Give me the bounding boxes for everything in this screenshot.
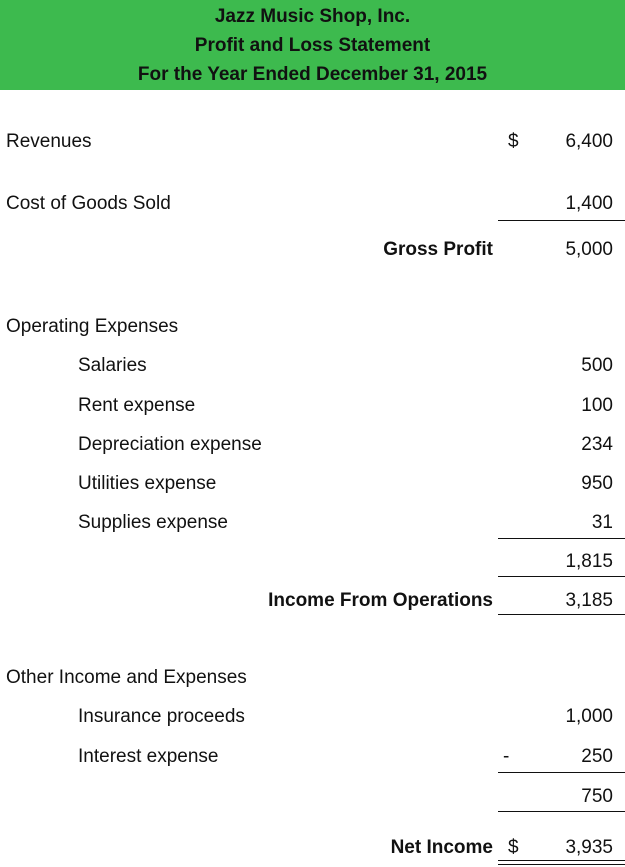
other-item-row [0, 743, 625, 771]
cogs-row [0, 190, 625, 218]
expense-amount: 500 [581, 355, 613, 376]
operating-expenses-label: Operating Expenses [6, 316, 179, 337]
income-from-operations-row [0, 587, 625, 615]
other-income-label: Other Income and Expenses [6, 667, 247, 688]
expense-row [0, 431, 625, 459]
operating-expenses-underline [498, 538, 625, 539]
net-income-label: Net Income [390, 837, 493, 858]
company-name: Jazz Music Shop, Inc. [214, 6, 411, 27]
other-item-label: Insurance proceeds [78, 706, 245, 727]
statement-title: Profit and Loss Statement [194, 35, 431, 56]
expense-label: Depreciation expense [78, 434, 262, 455]
expense-row [0, 392, 625, 420]
other-item-sign: - [503, 746, 510, 767]
operating-expenses-total: 1,815 [565, 551, 613, 572]
other-item-row [0, 703, 625, 731]
other-item-amount: 250 [581, 746, 613, 767]
other-income-total: 750 [581, 786, 613, 807]
statement-period: For the Year Ended December 31, 2015 [137, 64, 488, 85]
cogs-underline [498, 220, 625, 221]
expense-amount: 100 [581, 395, 613, 416]
net-income-double-underline [498, 860, 625, 865]
revenues-amount: 6,400 [565, 131, 613, 152]
expense-amount: 950 [581, 473, 613, 494]
revenues-currency: $ [508, 131, 519, 152]
cogs-amount: 1,400 [565, 193, 613, 214]
expense-amount: 234 [581, 434, 613, 455]
expense-label: Utilities expense [78, 473, 217, 494]
expense-row [0, 470, 625, 498]
cogs-label: Cost of Goods Sold [6, 193, 171, 214]
income-from-operations-underline [498, 614, 625, 615]
net-income-amount: 3,935 [565, 837, 613, 858]
expense-row [0, 352, 625, 380]
net-income-row [0, 834, 625, 862]
other-item-label: Interest expense [78, 746, 219, 767]
expense-amount: 31 [591, 512, 613, 533]
gross-profit-label: Gross Profit [383, 239, 493, 260]
revenues-row [0, 128, 625, 156]
statement-header [0, 0, 625, 90]
other-income-heading-row [0, 664, 625, 692]
other-total-underline [498, 811, 625, 812]
gross-profit-amount: 5,000 [565, 239, 613, 260]
other-item-amount: 1,000 [565, 706, 613, 727]
income-from-operations-amount: 3,185 [565, 590, 613, 611]
operating-expenses-heading-row [0, 313, 625, 341]
operating-expenses-total-row [0, 548, 625, 576]
expense-row [0, 509, 625, 537]
expense-label: Salaries [78, 355, 147, 376]
expense-label: Rent expense [78, 395, 196, 416]
other-income-total-row [0, 783, 625, 811]
other-income-underline [498, 772, 625, 773]
operating-total-underline [498, 576, 625, 577]
gross-profit-row [0, 236, 625, 264]
net-income-currency: $ [508, 837, 519, 858]
expense-label: Supplies expense [78, 512, 228, 533]
revenues-label: Revenues [6, 131, 92, 152]
income-from-operations-label: Income From Operations [268, 590, 493, 611]
